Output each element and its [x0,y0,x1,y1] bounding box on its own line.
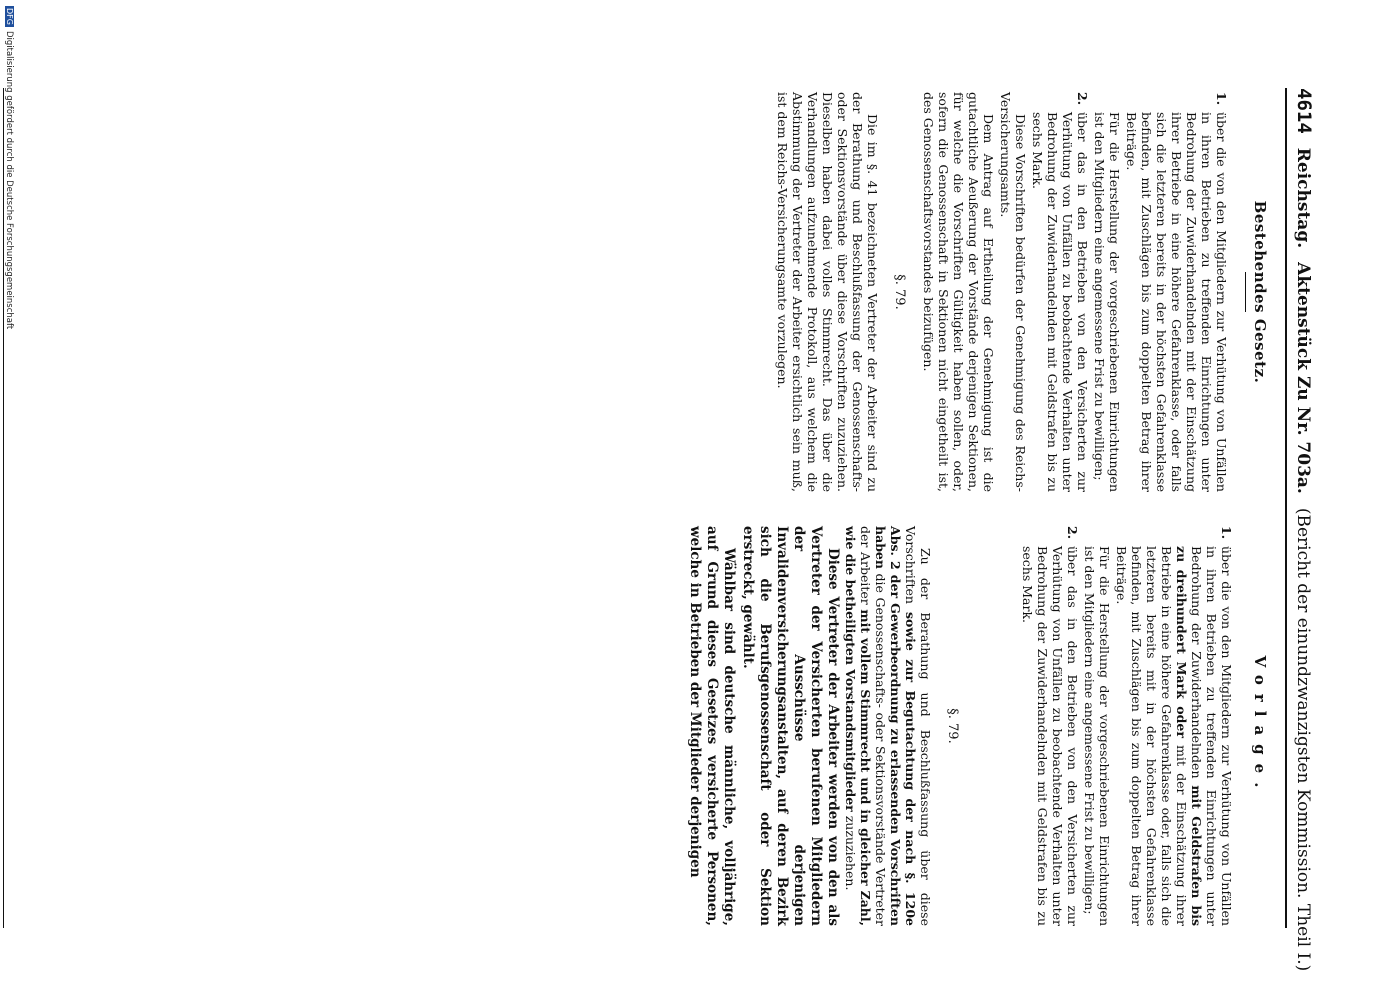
header-subtitle: (Bericht der einundzwanzigsten Kommission. Theil I.) [1293,507,1313,972]
paragraph: Diese Vorschriften bedürfen der Genehmigung des Reichs-Versicherungsamts. [998,92,1028,492]
footer-text: Digitalisierung gefördert durch die Deutsche Forschungsgemeinschaft [4,30,14,330]
paragraph-part: die Genossenschafts- oder Sektionsvorstände Vertreter der Arbeiter [858,526,888,926]
list-item [1020,526,1080,926]
dfg-logo: DFG [5,8,14,25]
paragraph [843,526,933,926]
list-item [1082,526,1112,926]
item-number [1092,92,1122,106]
paragraph: Dem Antrag auf Ertheilung der Genehmigung ist die gutachtliche Aeußerung der Vorstände derjenigen Sektionen, für welche die Vorschriften Gültigkeit haben sollen, oder, sofern die Genossenschaft in Sektionen nicht eingetheilt ist, des Genossenschaftsvorstandes beizufügen. [921,92,996,492]
column-proposal [684,526,1267,926]
page-number: 4614 [1293,88,1315,134]
paragraph-amendment: sowie zur Begutachtung der nach §. 120e Abs. 2 der Gewerbeordnung zu erlassenden Vorschriften haben [873,526,918,926]
item-number: 1. [1214,92,1229,106]
item-number: 2. [1075,92,1090,106]
paragraph-amendment: Diese Vertreter der Arbeiter werden von den als Vertreter der Versicherten berufenen Mitgliedern der Ausschüsse derjenigen Invalidenversicherungsanstalten, auf deren Bezirk sich die Berufsgenossenschaft oder Sektion erstreckt, gewählt. [740,526,841,926]
document-reference: Aktenstück Zu Nr. 703a. [1293,262,1313,494]
item-text-part: mit der Einschätzung ihrer Betriebe in eine höhere Gefahrenklasse oder, falls sich die letzteren bereits mit in der höchsten Gefahrenklasse befinden, mit Zuschlägen bis zum doppelten Betrag ihrer Beiträge. [1114,546,1189,927]
list-item [1114,526,1234,926]
section-number: §. 79. [945,708,960,744]
item-text: Für die Herstellung der vorgeschriebenen Einrichtungen ist den Mitgliedern eine angemessene Frist zu bewilligen; [1082,546,1112,926]
paragraph: Die im §. 41 bezeichneten Vertreter der Arbeiter sind zu der Berathung und Beschlußfassung der Genossenschafts- oder Sektionsvorstände über diese Vorschriften zuzuziehen. Dieselben haben dabei volles Stimmrecht. Das über die Verhandlungen aufzunehmende Protokoll, aus welchem die Abstimmung der Vertreter der Arbeiter ersichtlich sein muß, ist dem Reichs-Versicherungsamte vorzulegen. [775,92,880,492]
paragraph-amendment: Wählbar sind deutsche männliche, volljährige, auf Grund dieses Gesetzes versicherte Personen, welche in Betrieben der Mitglieder derjenigen [687,526,737,926]
header-rule [1285,88,1287,928]
item-text [1114,546,1234,926]
heading-divider [1245,272,1246,312]
digitization-footer [4,0,14,1006]
list-item [1030,92,1090,492]
list-item [1124,92,1229,492]
item-text: über das in den Betrieben von den Versicherten zur Verhütung von Unfällen zu beobachtende Verhalten unter Bedrohung der Zuwiderhandelnden mit Geldstrafen bis zu sechs Mark. [1030,112,1090,492]
item-number: 1. [1219,526,1234,540]
column-existing-law [773,92,1267,492]
list-item [1092,92,1122,492]
section-number: §. 79. [892,274,907,310]
column-heading-existing-law: Bestehendes Gesetz. [1251,200,1269,384]
paragraph-amendment: mit vollem Stimmrecht und in gleicher Zahl, wie die betheiligten Vorstandsmitglieder [843,526,873,926]
item-text: über das in den Betrieben von den Versicherten zur Verhütung von Unfällen zu beobachtende Verhalten unter Bedrohung der Zuwiderhandelnden mit Geldstrafen bis zu sechs Mark. [1020,546,1080,926]
item-number [1082,526,1112,540]
item-text-part: über die von den Mitgliedern zur Verhütung von Unfällen in ihren Betrieben zu treffenden Einrichtungen unter Bedrohung der Zuwiderhandelnden [1189,546,1234,926]
item-text: Für die Herstellung der vorgeschriebenen Einrichtungen ist den Mitgliedern eine angemessene Frist zu bewilligen; [1092,112,1122,492]
paragraph-part: Zu der Berathung und Beschlußfassung über diese Vorschriften [903,526,933,926]
item-number: 2. [1065,526,1080,540]
paragraph-part: zuzuziehen. [843,811,858,891]
item-text-amendment: mit Geldstrafen bis zu dreihundert Mark oder [1174,546,1204,926]
publication-name: Reichstag. [1293,147,1313,249]
item-text: über die von den Mitgliedern zur Verhütung von Unfällen in ihren Betrieben zu treffenden Einrichtungen unter Bedrohung der Zuwiderhandelnden mit der Einschätzung ihrer Betriebe in eine höhere Gefahrenklasse, oder falls sich die letzteren bereits in der höchsten Gefahrenklasse befinden, mit Zuschlägen bis zum doppelten Betrag ihrer Beiträge. [1124,112,1229,492]
column-heading-proposal: Vorlage. [1251,655,1269,797]
